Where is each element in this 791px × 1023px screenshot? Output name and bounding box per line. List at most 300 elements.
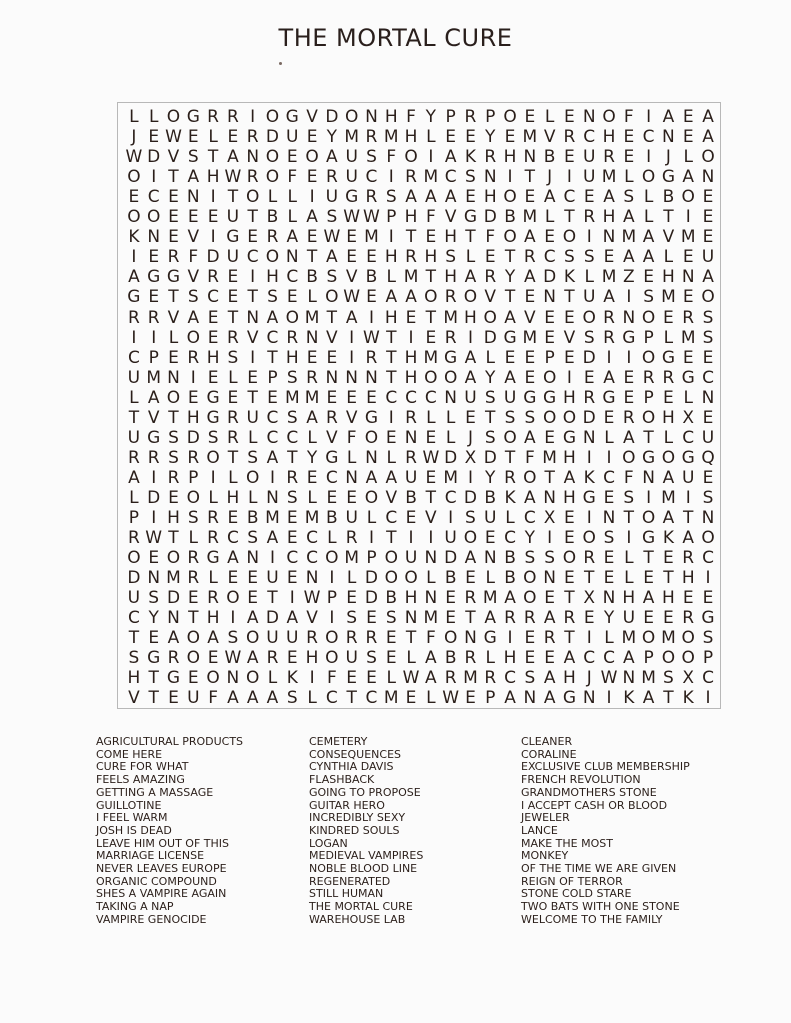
grid-letter: H [186,407,200,428]
grid-letter: U [127,588,141,609]
grid-letter: N [167,367,180,388]
grid-letter: C [444,487,457,508]
grid-letter: U [701,247,715,268]
grid-letter: I [289,588,295,609]
grid-letter: N [543,487,556,508]
grid-letter: I [566,367,572,388]
grid-letter: E [346,247,358,268]
grid-letter: A [306,207,318,228]
grid-letter: L [624,167,634,188]
grid-letter: L [287,207,298,228]
grid-letter: T [663,688,674,709]
grid-letter: R [563,127,576,148]
grid-letter: D [483,327,497,348]
grid-letter: H [563,447,576,468]
grid-letter: E [168,487,179,508]
grid-letter: K [286,668,298,689]
grid-letter: E [564,107,575,127]
grid-letter: C [583,127,596,148]
grid-letter: D [444,447,458,468]
grid-letter: G [681,367,695,388]
grid-letter: B [444,648,457,669]
grid-letter: O [602,107,616,127]
grid-letter: M [542,447,557,468]
grid-letter: S [702,628,714,649]
grid-letter: U [226,247,240,268]
grid-letter: L [604,628,614,649]
grid-letter: T [544,467,555,488]
grid-letter: B [405,487,417,508]
grid-letter: I [230,608,236,629]
grid-letter: C [523,508,536,528]
grid-letter: Y [326,127,338,148]
grid-letter: A [464,267,477,288]
grid-letter: G [206,387,220,408]
grid-letter: N [404,427,418,448]
grid-letter: E [682,588,694,609]
grid-letter: L [505,508,515,528]
grid-letter: E [484,247,496,268]
grid-row [118,488,722,509]
grid-letter: E [346,387,358,408]
grid-letter: H [444,227,458,248]
grid-letter: I [329,568,335,589]
grid-letter: A [286,608,299,629]
grid-letter: F [425,207,436,228]
grid-letter: I [646,487,652,508]
grid-letter: G [602,387,616,408]
grid-letter: O [503,107,517,127]
grid-letter: R [365,347,378,368]
grid-letter: I [586,227,592,248]
grid-letter: Y [603,608,615,629]
word-list-item: TWO BATS WITH ONE STONE [521,900,680,914]
grid-letter: R [603,307,615,328]
grid-letter: T [405,227,417,248]
grid-letter: C [266,427,279,448]
word-list-item: JEWELER [521,811,570,825]
grid-letter: E [465,127,476,148]
grid-letter: R [682,307,695,328]
grid-letter: T [227,307,239,328]
grid-letter: E [207,327,219,348]
grid-letter: R [444,668,457,689]
grid-letter: U [266,568,279,589]
grid-letter: L [307,427,317,448]
word-list-item: WELCOME TO THE FAMILY [521,912,663,926]
grid-letter: R [306,628,318,649]
word-list-item: NOBLE BLOOD LINE [309,862,418,876]
grid-letter: V [147,407,160,428]
grid-letter: K [128,227,140,248]
grid-letter: O [701,528,715,549]
grid-letter: D [206,247,220,268]
grid-letter: R [444,327,457,348]
grid-letter: S [524,407,536,428]
word-list-item: GOING TO PROPOSE [309,785,421,799]
grid-letter: M [364,227,379,248]
grid-letter: C [127,347,140,368]
grid-letter: O [285,307,299,328]
grid-letter: T [584,568,595,589]
grid-letter: R [167,467,180,488]
grid-letter: S [366,648,377,669]
grid-letter: L [228,367,238,388]
grid-letter: H [127,668,141,689]
grid-letter: R [226,107,239,127]
grid-letter: O [384,548,398,569]
grid-letter: N [246,307,260,328]
grid-letter: L [584,267,594,288]
grid-letter: H [404,347,418,368]
grid-letter: L [267,187,278,208]
grid-letter: T [386,528,397,549]
grid-letter: G [345,187,359,208]
grid-letter: A [326,247,338,268]
grid-letter: S [286,367,298,388]
grid-letter: O [542,407,557,428]
grid-letter: T [504,247,516,268]
grid-letter: A [702,267,714,288]
grid-letter: C [325,467,338,488]
grid-letter: A [207,628,219,649]
grid-letter: R [286,467,299,488]
grid-letter: E [524,187,536,208]
grid-letter: D [127,568,141,589]
word-list-item: REGENERATED [309,874,391,888]
grid-letter: S [465,508,476,528]
grid-letter: O [641,347,656,368]
grid-row [118,167,722,188]
grid-letter: U [622,608,636,629]
grid-letter: O [364,427,379,448]
grid-letter: N [483,167,497,188]
grid-letter: O [641,508,656,528]
grid-letter: T [227,447,239,468]
word-list-item: CYNTHIA DAVIS [309,760,394,774]
grid-letter: A [128,467,140,488]
grid-letter: E [663,307,674,328]
word-list-item: SHES A VAMPIRE AGAIN [96,887,227,901]
grid-letter: V [167,147,180,168]
grid-letter: V [246,327,259,348]
grid-letter: B [662,187,675,208]
grid-letter: S [286,688,298,709]
grid-letter: M [522,127,538,148]
grid-letter: D [483,447,497,468]
grid-letter: E [564,307,575,328]
grid-letter: E [366,608,377,629]
grid-letter: K [504,487,516,508]
grid-letter: M [403,267,419,288]
grid-letter: E [445,608,457,629]
grid-letter: N [582,688,596,709]
grid-letter: S [524,548,536,569]
grid-row [118,388,722,409]
grid-letter: E [207,367,219,388]
grid-letter: A [385,287,398,308]
grid-letter: V [345,267,358,288]
grid-letter: A [563,648,576,669]
grid-letter: N [404,608,418,629]
grid-letter: A [484,608,497,629]
grid-letter: D [543,267,557,288]
grid-letter: N [701,387,715,408]
grid-letter: E [544,648,555,669]
grid-letter: T [425,267,437,288]
word-search-grid [117,102,721,709]
grid-letter: R [405,407,417,428]
grid-letter: N [464,628,477,649]
grid-row [118,267,722,288]
grid-letter: L [366,508,377,528]
grid-letter: I [646,107,652,127]
grid-letter: N [246,147,260,168]
grid-letter: G [642,528,656,549]
grid-letter: B [504,568,516,589]
grid-letter: A [306,407,318,428]
grid-row [118,648,722,669]
grid-letter: I [190,367,196,388]
grid-letter: I [467,327,473,348]
grid-letter: I [210,227,216,248]
grid-letter: H [503,648,517,669]
grid-letter: T [168,167,179,188]
grid-letter: S [168,427,179,448]
word-list-item: MEDIEVAL VAMPIRES [309,849,424,863]
grid-letter: O [641,407,656,428]
grid-letter: S [623,487,635,508]
grid-letter: N [483,548,497,569]
grid-letter: I [269,467,275,488]
grid-letter: O [542,367,557,388]
grid-letter: E [346,487,358,508]
grid-letter: B [365,267,378,288]
grid-letter: V [662,227,675,248]
grid-letter: M [680,227,696,248]
grid-letter: U [325,187,339,208]
grid-letter: Y [504,267,516,288]
grid-letter: E [603,247,615,268]
word-list-item: THE MORTAL CURE [309,900,413,914]
grid-letter: S [663,668,674,689]
grid-letter: M [463,668,478,689]
grid-letter: D [364,568,378,589]
grid-letter: E [168,688,179,709]
word-list-item: STONE COLD STARE [521,887,632,901]
word-list-item: CURE FOR WHAT [96,760,189,774]
grid-letter: N [226,668,240,689]
grid-letter: S [445,247,457,268]
grid-letter: L [426,568,436,589]
grid-letter: L [188,528,199,549]
grid-letter: S [247,528,259,549]
grid-letter: V [425,508,437,528]
grid-letter: E [623,387,635,408]
grid-letter: T [425,487,437,508]
grid-letter: S [187,508,199,528]
grid-letter: S [583,327,595,348]
grid-letter: H [404,127,418,148]
grid-letter: T [267,347,278,368]
grid-letter: A [246,648,259,669]
word-list-item: FRENCH REVOLUTION [521,773,641,787]
grid-letter: S [702,487,714,508]
grid-letter: R [662,367,675,388]
grid-letter: N [582,427,596,448]
grid-letter: A [326,147,338,168]
grid-letter: O [265,147,280,168]
grid-letter: G [681,447,695,468]
grid-letter: M [482,588,498,609]
grid-letter: H [563,387,576,408]
grid-letter: I [685,487,691,508]
grid-letter: E [663,608,674,629]
grid-letter: N [365,447,378,468]
grid-letter: E [702,187,714,208]
grid-letter: H [285,347,299,368]
grid-letter: O [503,187,517,208]
grid-letter: R [286,327,299,348]
grid-letter: S [385,187,397,208]
grid-letter: C [405,387,417,408]
grid-letter: C [682,427,695,448]
word-list-item: JOSH IS DEAD [96,823,172,837]
grid-letter: H [563,668,576,689]
grid-letter: R [345,628,358,649]
grid-letter: F [287,167,298,188]
grid-letter: S [128,648,140,669]
grid-letter: U [266,628,279,649]
grid-letter: A [543,608,556,629]
grid-letter: N [602,508,616,528]
grid-row [118,568,722,589]
grid-letter: R [603,147,615,168]
grid-letter: A [524,427,536,448]
grid-letter: T [267,588,278,609]
grid-letter: E [623,147,635,168]
grid-row [118,368,722,389]
grid-letter: M [621,628,637,649]
grid-letter: O [344,107,359,127]
grid-letter: N [424,588,438,609]
grid-letter: Y [148,608,159,629]
grid-letter: A [128,267,140,288]
grid-letter: A [227,548,239,569]
grid-letter: N [602,588,616,609]
grid-letter: N [285,247,299,268]
grid-letter: M [661,287,676,308]
grid-letter: V [306,107,318,127]
grid-letter: R [306,367,318,388]
grid-letter: R [583,207,596,228]
grid-letter: T [643,548,654,569]
grid-letter: Y [485,367,496,388]
grid-letter: P [643,327,654,348]
grid-row [118,448,722,469]
grid-letter: C [385,387,398,408]
grid-letter: R [622,407,635,428]
grid-letter: S [247,447,259,468]
grid-letter: A [623,247,635,268]
grid-letter: T [326,307,338,328]
grid-letter: O [166,548,181,569]
grid-letter: O [661,447,676,468]
grid-letter: C [306,548,318,569]
grid-letter: A [702,107,714,127]
grid-letter: S [168,447,179,468]
grid-row [118,628,722,649]
grid-row [118,608,722,629]
grid-letter: A [286,227,299,248]
word-list-item: LEAVE HIM OUT OF THIS [96,836,229,850]
grid-letter: M [621,227,637,248]
grid-letter: O [305,147,319,168]
grid-row [118,207,722,228]
grid-letter: N [325,367,339,388]
grid-letter: E [366,247,377,268]
grid-letter: I [368,528,374,549]
grid-letter: U [484,508,497,528]
grid-letter: K [583,467,595,488]
grid-letter: E [247,588,259,609]
grid-letter: E [702,407,714,428]
grid-letter: E [227,508,239,528]
grid-letter: A [682,528,695,549]
grid-letter: U [226,207,240,228]
grid-letter: U [681,467,695,488]
grid-letter: H [602,207,616,228]
grid-letter: V [524,307,536,328]
grid-letter: U [345,648,358,669]
grid-letter: M [601,167,617,188]
grid-letter: S [702,327,714,348]
grid-letter: O [206,447,220,468]
grid-letter: R [543,628,556,649]
grid-letter: C [583,648,596,669]
grid-letter: L [129,107,139,127]
grid-row [118,227,722,248]
grid-letter: E [524,287,536,308]
grid-letter: R [405,447,417,468]
grid-letter: D [325,107,339,127]
grid-letter: I [705,688,711,709]
grid-letter: Y [425,107,437,127]
grid-letter: R [365,628,378,649]
grid-letter: E [484,528,496,549]
grid-letter: I [151,508,157,528]
grid-letter: O [404,568,418,589]
grid-letter: D [463,487,477,508]
grid-letter: E [583,187,595,208]
grid-letter: T [227,187,239,208]
grid-letter: P [702,648,714,669]
grid-letter: D [483,207,497,228]
grid-letter: A [266,688,279,709]
grid-letter: E [425,227,437,248]
grid-row [118,428,722,449]
grid-letter: X [682,407,695,428]
grid-letter: I [368,307,374,328]
grid-letter: E [682,127,694,148]
word-list-item: NEVER LEAVES EUROPE [96,862,227,876]
grid-letter: A [246,688,259,709]
grid-letter: T [128,628,140,649]
grid-letter: W [145,528,163,549]
grid-letter: H [384,247,398,268]
grid-letter: M [304,307,320,328]
grid-letter: T [168,528,179,549]
